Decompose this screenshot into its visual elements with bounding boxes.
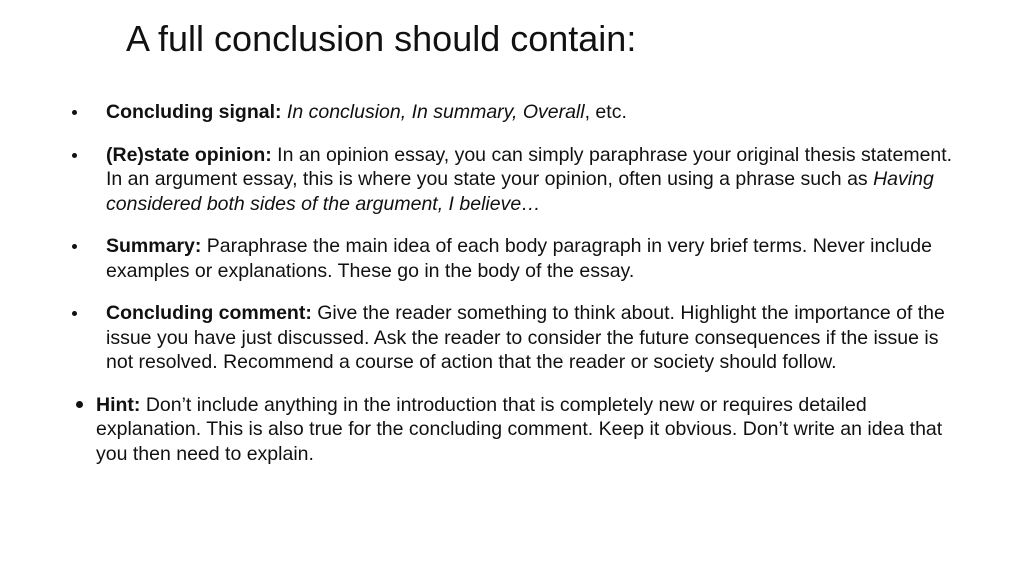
bullet-label: (Re)state opinion: — [106, 143, 272, 166]
bullet-summary — [0, 234, 1024, 283]
bullet-label: Summary: — [106, 235, 202, 257]
bullet-dot-icon — [76, 401, 83, 408]
bullet-dot-icon — [72, 110, 77, 115]
bullet-text: , etc. — [584, 101, 627, 123]
bullet-concluding-signal — [0, 100, 1024, 125]
bullet-hint — [0, 393, 1024, 467]
slide-title: A full conclusion should contain: — [126, 18, 637, 59]
bullet-label: Concluding comment: — [106, 302, 312, 324]
bullet-dot-icon — [72, 153, 77, 158]
bullet-italic-text: Having considered both sides of the argument, I believe… — [106, 168, 934, 215]
bullet-label: Hint: — [96, 393, 141, 416]
bullet-text: Give the reader something to think about. Highlight the importance of the issue you have just discussed. Ask the reader to consider the future consequences if the issue is not resolved. Recommend a course of action that the reader or society should follow. — [106, 302, 945, 373]
bullet-italic-text: In conclusion, In summary, Overall — [286, 101, 585, 123]
bullet-dot-icon — [72, 244, 77, 249]
bullet-concluding-comment — [0, 301, 1024, 375]
bullet-label: Concluding signal: — [106, 101, 282, 123]
bullet-list — [0, 100, 1024, 466]
bullet-text: Don’t include anything in the introduction that is completely new or requires detailed explanation. This is also true for the concluding comment. Keep it obvious. Don’t write an idea that you then need to explain. — [96, 393, 943, 465]
bullet-dot-icon — [72, 311, 77, 316]
bullet-text: In an opinion essay, you can simply paraphrase your original thesis statement. In an argument essay, this is where you state your opinion, often using a phrase such as — [106, 143, 953, 190]
bullet-text: Paraphrase the main idea of each body paragraph in very brief terms. Never include examples or explanations. These go in the body of the essay. — [106, 235, 932, 282]
bullet-restate-opinion — [0, 143, 1024, 217]
